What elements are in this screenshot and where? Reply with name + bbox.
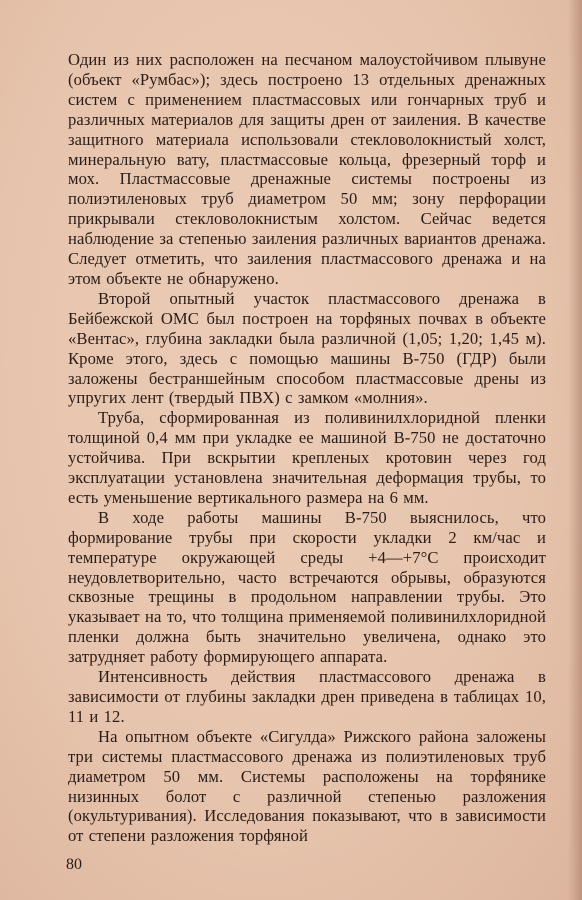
page-number: 80	[66, 856, 82, 873]
paragraph: Интенсивность действия пластмассового дренажа в зависимости от глубины закладки дрен приведена в таблицах 10, 11 и 12.	[68, 667, 546, 726]
paragraph: Второй опытный участок пластмассового дренажа в Бейбежской ОМС был построен на торфяных почвах в объекте «Вентас», глубина закладки была различной (1,05; 1,20; 1,45 м). Кроме этого, здесь с помощью машины В-750 (ГДР) были заложены бестраншейным способом пластмассовые дрены из упругих лент (твердый ПВХ) с замком «молния».	[68, 288, 546, 408]
paragraph: Труба, сформированная из поливинилхлоридной пленки толщиной 0,4 мм при укладке ее машиной В-750 не достаточно устойчива. При вскрытии крепленых кротовин через год эксплуатации установлена значительная деформация трубы, то есть уменьшение вертикального размера на 6 мм.	[68, 408, 546, 507]
body-text	[68, 50, 546, 846]
paragraph: В ходе работы машины В-750 выяснилось, что формирование трубы при скорости укладки 2 км/час и температуре окружающей среды +4—+7°C происходит неудовлетворительно, часто встречаются обрывы, образуются сквозные трещины в продольном направлении трубы. Это указывает на то, что толщина применяемой поливинилхлоридной пленки должна быть значительно увеличена, однако это затрудняет работу формирующего аппарата.	[68, 507, 546, 667]
paragraph: На опытном объекте «Сигулда» Рижского района заложены три системы пластмассового дренажа из полиэтиленовых труб диаметром 50 мм. Системы расположены на торфянике низинных болот с различной степенью разложения (окультуривания). Исследования показывают, что в зависимости от степени разложения торфяной	[68, 726, 546, 846]
page-edge-shadow	[568, 0, 582, 900]
paragraph: Один из них расположен на песчаном малоустойчивом плывуне (объект «Румбас»); здесь построено 13 отдельных дренажных систем с применением пластмассовых или гончарных труб и различных материалов для защиты дрен от заиления. В качестве защитного материала использовали стекловолокнистый холст, минеральную вату, пластмассовые кольца, фрезерный торф и мох. Пластмассовые дренажные системы построены из полиэтиленовых труб диаметром 50 мм; зону перфорации прикрывали стекловолокнистым холстом. Сейчас ведется наблюдение за степенью заиления различных вариантов дренажа. Следует отметить, что заиления пластмассового дренажа и на этом объекте не обнаружено.	[68, 50, 546, 288]
